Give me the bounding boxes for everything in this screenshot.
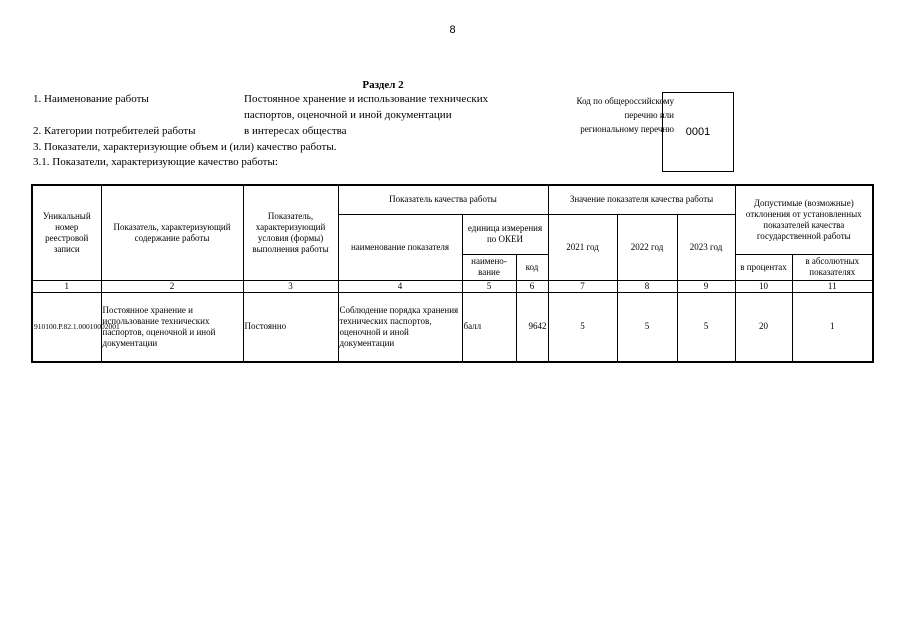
quality-label: 3.1. Показатели, характеризующие качество работы: [33, 156, 278, 168]
column-number: 7 [548, 280, 617, 292]
code-label-line2: перечню или [624, 110, 674, 120]
column-number: 1 [32, 280, 101, 292]
column-number: 10 [735, 280, 792, 292]
header-absolute: в абсолютных показателях [792, 254, 873, 280]
cell-percent: 20 [735, 292, 792, 362]
header-content: Показатель, характеризующий содержание работы [101, 185, 243, 280]
header-registry: Уникальный номер реестровой записи [32, 185, 101, 280]
indicators-label: 3. Показатели, характеризующие объем и (или) качество работы. [33, 141, 337, 153]
column-number: 2 [101, 280, 243, 292]
header-unit-code: код [516, 254, 548, 280]
code-value: 0001 [685, 126, 711, 138]
column-number: 5 [462, 280, 516, 292]
column-number: 3 [243, 280, 338, 292]
work-name-value-line2: паспортов, оценочной и иной документации [244, 109, 452, 121]
header-value-group: Значение показателя качества работы [548, 185, 735, 214]
work-name-value-line1: Постоянное хранение и использование технических [244, 93, 489, 105]
column-number: 6 [516, 280, 548, 292]
column-number: 11 [792, 280, 873, 292]
work-name-label: 1. Наименование работы [33, 93, 149, 105]
cell-unit-name: балл [462, 292, 516, 362]
header-year1: 2021 год [548, 214, 617, 280]
header-indicator-name: наименование показателя [338, 214, 462, 280]
cell-year1: 5 [548, 292, 617, 362]
page-number: 8 [449, 24, 456, 36]
cell-conditions: Постоянно [243, 292, 338, 362]
section-title: Раздел 2 [362, 79, 404, 91]
cell-year2: 5 [617, 292, 677, 362]
column-number: 4 [338, 280, 462, 292]
cell-year3: 5 [677, 292, 735, 362]
table-row [32, 292, 873, 362]
header-deviation-group: Допустимые (возможные) отклонения от установленных показателей качества государственной работы [735, 185, 873, 254]
cell-indicator: Соблюдение порядка хранения технических паспортов, оценочной и иной документации [338, 292, 462, 362]
consumers-value: в интересах общества [244, 125, 347, 137]
header-conditions: Показатель, характеризующий условия (формы) выполнения работы [243, 185, 338, 280]
header-quality-group: Показатель качества работы [338, 185, 548, 214]
header-percent: в процентах [735, 254, 792, 280]
cell-registry-number: 910100.Р.82.1.00010002001 [32, 292, 101, 362]
header-unit-name: наимено-вание [462, 254, 516, 280]
code-label-line1: Код по общероссийскому [576, 96, 674, 106]
header-year2: 2022 год [617, 214, 677, 280]
quality-table [31, 184, 874, 363]
code-label-line3: региональному перечню [580, 124, 674, 134]
column-number: 8 [617, 280, 677, 292]
header-unit: единица измерения по ОКЕИ [462, 214, 548, 254]
code-box [662, 92, 734, 172]
column-number: 9 [677, 280, 735, 292]
cell-unit-code: 9642 [516, 292, 548, 362]
code-label [540, 94, 674, 136]
cell-content: Постоянное хранение и использование технических паспортов, оценочной и иной документации [101, 292, 243, 362]
consumers-label: 2. Категории потребителей работы [33, 125, 196, 137]
header-year3: 2023 год [677, 214, 735, 280]
cell-absolute: 1 [792, 292, 873, 362]
